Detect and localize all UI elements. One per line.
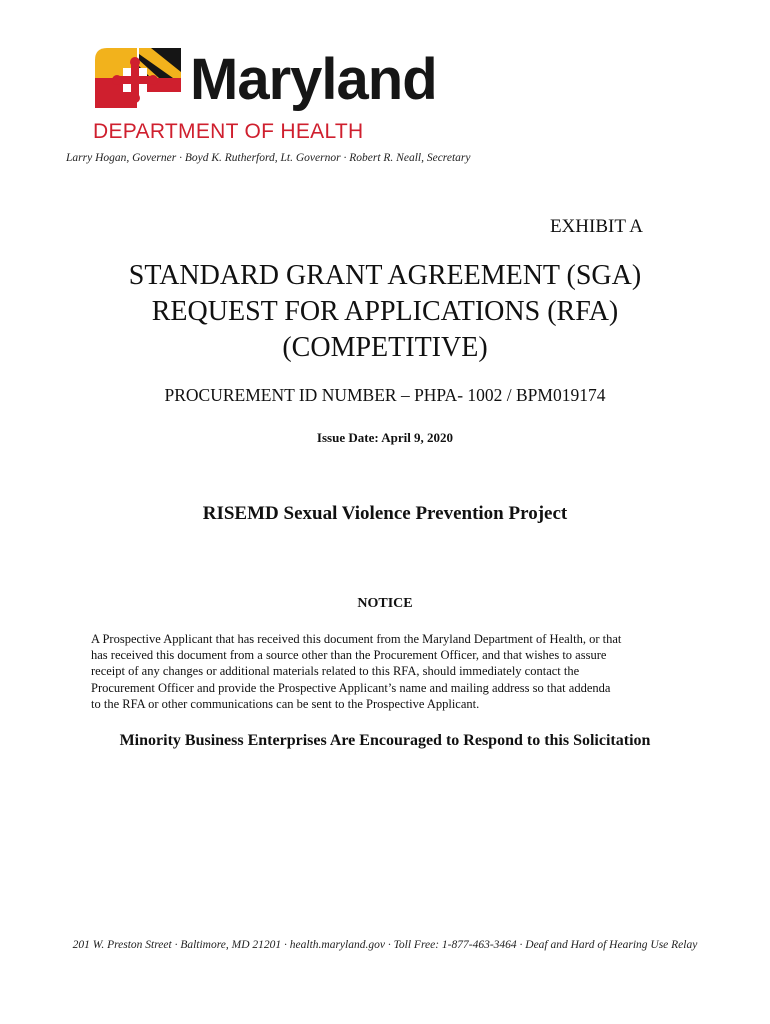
notice-paragraph bbox=[91, 631, 691, 712]
department-name: DEPARTMENT OF HEALTH bbox=[93, 120, 364, 143]
title-line: STANDARD GRANT AGREEMENT (SGA) bbox=[128, 260, 642, 291]
procurement-id: PROCUREMENT ID NUMBER – PHPA- 1002 / BPM019174 bbox=[164, 385, 606, 405]
officials-line: Larry Hogan, Governer · Boyd K. Rutherford, Lt. Governor · Robert R. Neall, Secretary bbox=[66, 152, 471, 164]
maryland-wordmark: Maryland bbox=[190, 47, 437, 112]
title-line: REQUEST FOR APPLICATIONS (RFA) bbox=[151, 296, 619, 327]
document-title bbox=[0, 258, 770, 366]
notice-line: has received this document from a source other than the Procurement Officer, and that wishes to assure bbox=[91, 648, 607, 663]
maryland-flag-logo bbox=[93, 46, 183, 110]
notice-heading: NOTICE bbox=[357, 596, 413, 611]
mbe-statement: Minority Business Enterprises Are Encouraged to Respond to this Solicitation bbox=[119, 732, 651, 749]
issue-date: Issue Date: April 9, 2020 bbox=[316, 430, 454, 445]
footer-address: 201 W. Preston Street · Baltimore, MD 21201 · health.maryland.gov · Toll Free: 1-877-463-3464 · Deaf and Hard of Hearing Use Relay bbox=[72, 939, 698, 951]
notice-line: Procurement Officer and provide the Prospective Applicant’s name and mailing address so that addenda bbox=[91, 680, 611, 695]
notice-line: to the RFA or other communications can be sent to the Prospective Applicant. bbox=[91, 696, 480, 711]
exhibit-label: EXHIBIT A bbox=[549, 216, 643, 237]
notice-line: A Prospective Applicant that has received this document from the Maryland Department of Health, or that bbox=[91, 632, 622, 646]
notice-line: receipt of any changes or additional materials related to this RFA, should immediately contact the bbox=[91, 664, 580, 679]
title-line: (COMPETITIVE) bbox=[282, 332, 488, 363]
project-title: RISEMD Sexual Violence Prevention Project bbox=[202, 503, 568, 524]
